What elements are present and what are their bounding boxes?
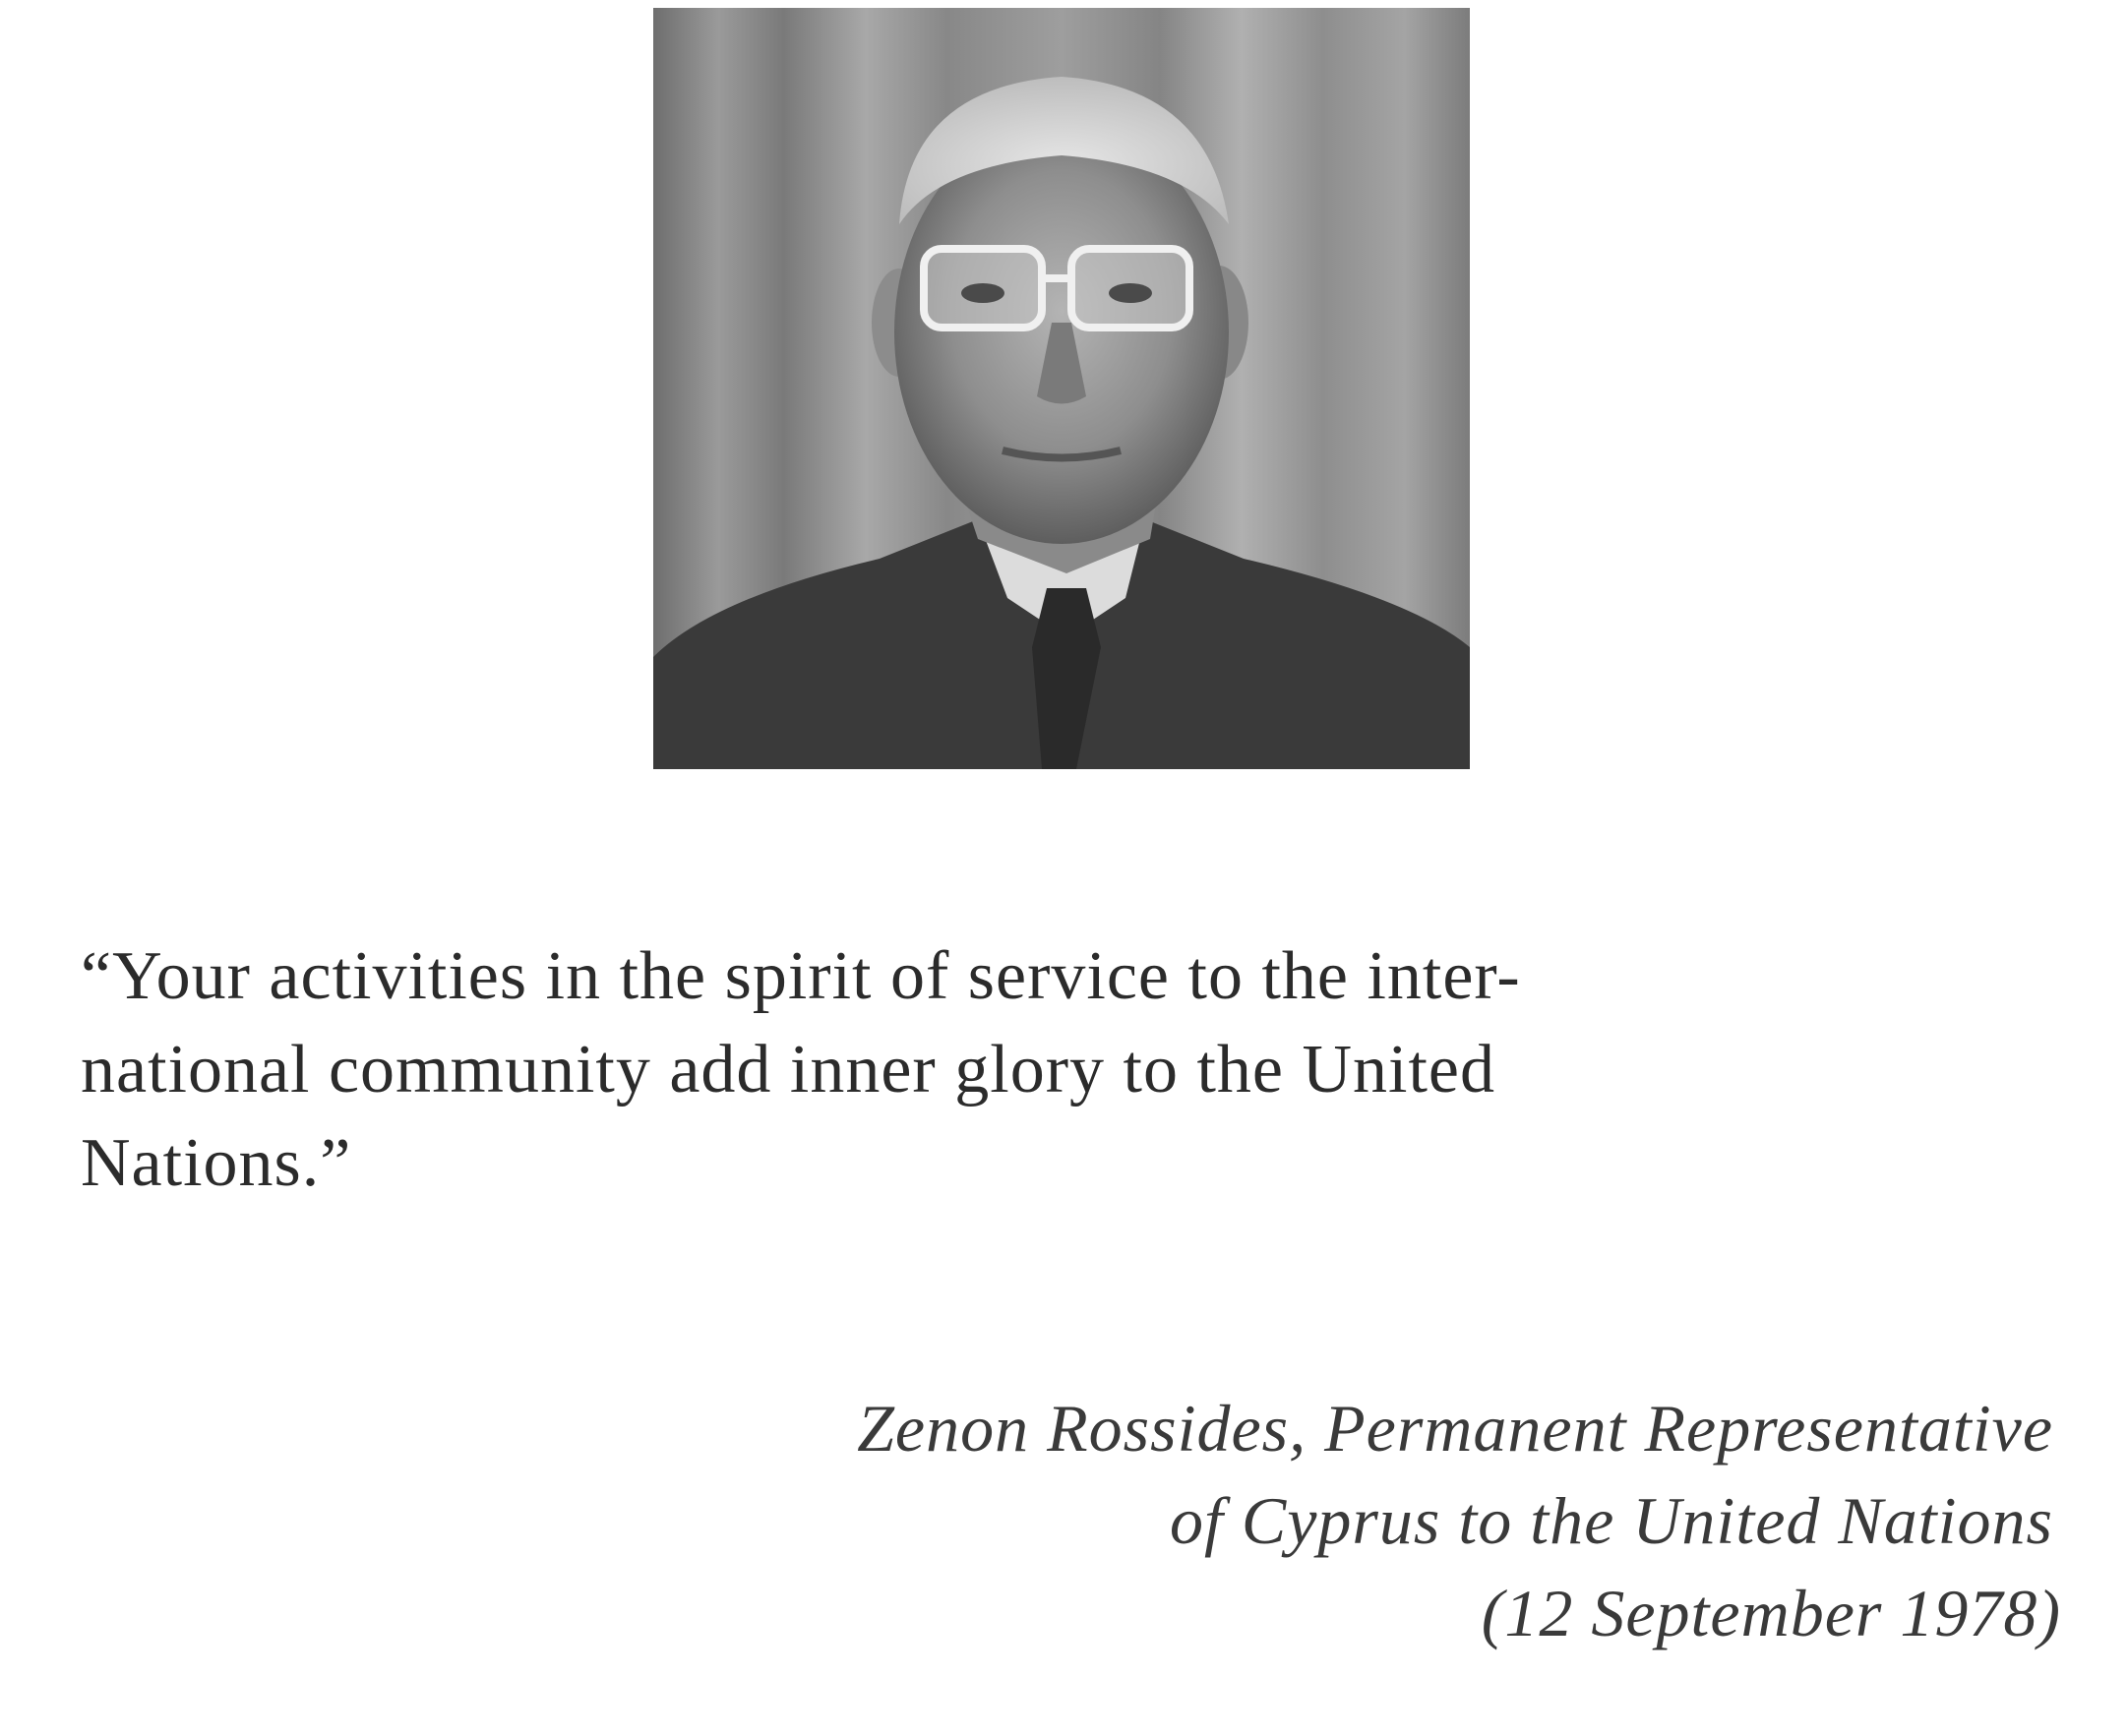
portrait-photo [653, 8, 1470, 769]
quote-line-2: national community add inner glory to the United [81, 1032, 1495, 1107]
attribution-line-1: Zenon Rossides, Permanent Representative [857, 1391, 2053, 1466]
quote-line-3: Nations.” [81, 1125, 352, 1201]
attribution [290, 1382, 2061, 1659]
quote-line-1: “Your activities in the spirit of service to the inter- [81, 938, 1521, 1014]
quote-text [81, 929, 2048, 1210]
attribution-line-3: (12 September 1978) [1481, 1576, 2061, 1650]
attribution-line-2: of Cyprus to the United Nations [1170, 1483, 2053, 1558]
portrait-image [653, 8, 1470, 769]
